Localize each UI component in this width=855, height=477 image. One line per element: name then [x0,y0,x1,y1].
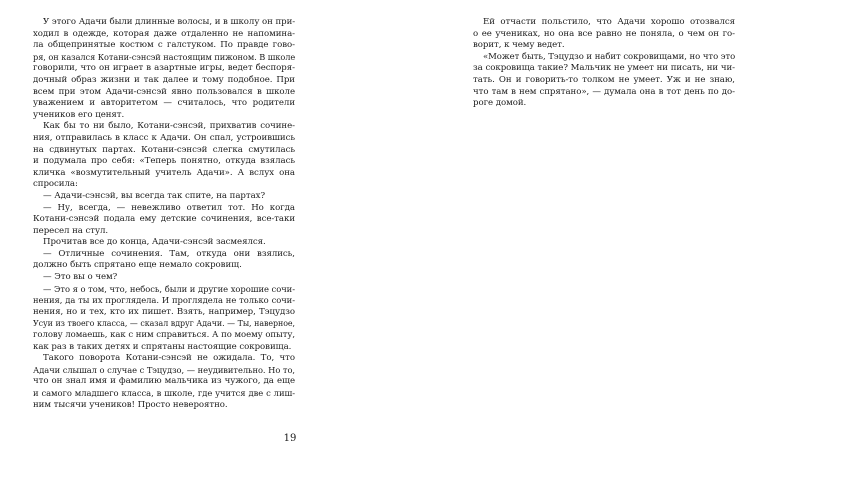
text-line: говорили, что он играет в азартные игры, ведет беспоря- [33,63,295,74]
text-line: ворит, к чему ведет. [473,40,565,51]
right-page [428,0,855,477]
text-line: спросила: [33,179,78,190]
text-line: ря, он казался Котани-сэнсэй настоящим пижоном. В школе [33,51,295,62]
text-line: о ее учениках, но она все равно не поняла, о чем он го- [473,28,735,39]
text-line: — Адачи-сэнсэй, вы всегда так спите, на партах? [43,190,265,201]
text-line: Адачи слышал о случае с Тэцудзо, — неудивительно. Но то, [33,364,295,375]
text-line: ходил в одежде, которая даже отдаленно не напомина- [33,28,295,39]
text-line: Как бы то ни было, Котани-сэнсэй, прихватив сочине- [43,121,295,132]
text-line: Усуи из твоего класса, — сказал вдруг Адачи. — Ты, наверное, [33,319,295,329]
text-line: голову ломаешь, как с ним справиться. А по моему опыту, [33,330,295,341]
text-line: Ей отчасти польстило, что Адачи хорошо отозвался [483,17,735,27]
text-line: — Ну, всегда, — невежливо ответил тот. Но когда [43,202,295,213]
text-line: как раз в таких детях и спрятаны настоящие сокровища. [33,341,292,352]
text-line: Котани-сэнсэй подала ему детские сочинения, все-таки [33,214,295,225]
left-page [0,0,427,477]
text-line: что там в нем спрятано», — думала она в тот день по до- [473,86,735,97]
text-line: «Может быть, Тэцудзо и набит сокровищами, но что это [483,51,735,62]
text-line: ния, отправилась в класс к Адачи. Он спал, устроившись [33,132,295,143]
text-line: что он знал имя и фамилию мальчика из чужого, да еще [33,376,295,387]
text-line: учеников его ценят. [33,109,125,120]
left-page-text [33,17,295,411]
text-line: должно быть спрятано еще немало сокровищ. [33,260,242,271]
text-line: — Отличные сочинения. Там, откуда они взялись, [43,248,295,259]
text-line: пересел на стул. [33,225,109,236]
text-line: — Это вы о чем? [43,272,118,283]
text-line: У этого Адачи были длинные волосы, и в школу он при- [43,17,295,27]
text-line: нения, но и тех, кто их пишет. Взять, например, Тэцудзо [33,306,295,317]
page-number: 19 [283,433,297,444]
text-line: тать. Он и говорить-то толком не умеет. Уж и не знаю, [473,74,735,85]
text-line: всем при этом Адачи-сэнсэй явно пользовался в школе [33,86,295,97]
text-line: Такого поворота Котани-сэнсэй не ожидала. То, что [43,353,295,364]
text-line: ла общепринятые костюм с галстуком. По правде гово- [33,40,295,51]
text-line: дочный образ жизни и так далее и тому подобное. При [33,74,295,85]
text-line: роге домой. [473,98,527,109]
text-line: кличка «возмутительный учитель Адачи». А вслух она [33,167,295,178]
text-line: и самого младшего класса, в школе, где учится две с лиш- [33,388,295,398]
text-line: за сокровища такие? Мальчик не умеет ни писать, ни чи- [473,63,735,74]
text-line: ним тысячи учеников! Просто невероятно. [33,399,228,410]
text-line: уважением и авторитетом — считалось, что родители [33,98,295,109]
text-line: — Это я о том, что, небось, были и другие хорошие сочи- [43,283,295,294]
text-line: Прочитав все до конца, Адачи-сэнсэй засмеялся. [43,237,266,248]
text-line: на сдвинутых партах. Котани-сэнсэй слегка смутилась [33,144,295,155]
text-line: нения, да ты их проглядела. И проглядела не только сочи- [33,295,295,306]
text-line: и подумала про себя: «Теперь понятно, откуда взялась [33,156,295,167]
right-page-text [473,17,735,110]
